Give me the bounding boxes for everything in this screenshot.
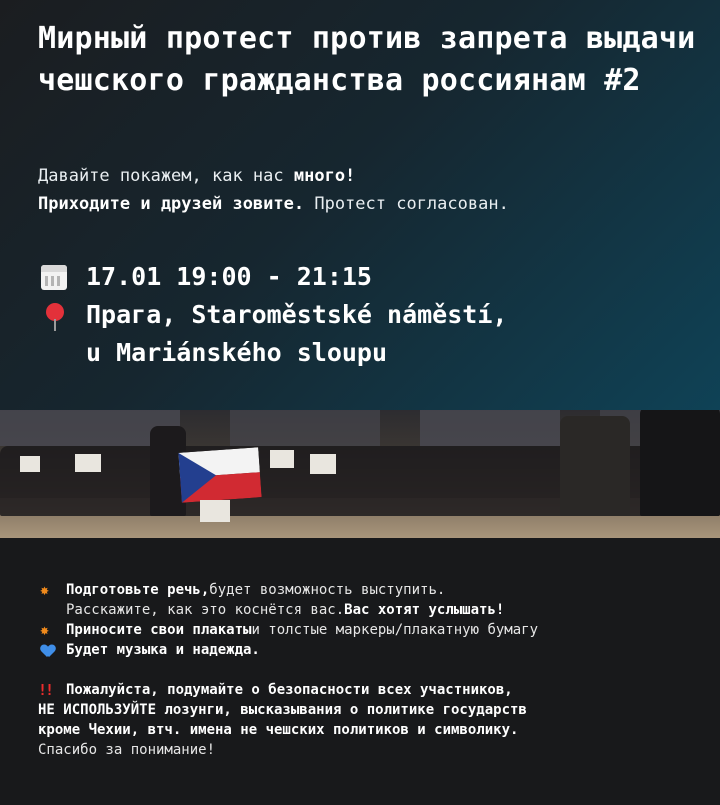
warning-line xyxy=(38,680,708,700)
czech-flag xyxy=(178,447,261,502)
pin-icon xyxy=(38,300,72,330)
event-datetime-row xyxy=(38,258,698,296)
heart-icon xyxy=(38,642,58,658)
event-location-line-2: u Mariánského sloupu xyxy=(86,338,388,367)
calendar-icon xyxy=(38,262,72,292)
note-bold: Подготовьте речь, xyxy=(66,582,210,598)
subtitle-line-2 xyxy=(38,190,708,218)
spark-icon: ✸ xyxy=(40,581,50,599)
note-bold: Будет музыка и надежда. xyxy=(66,642,260,658)
note-bold: Приносите свои плакаты xyxy=(66,622,252,638)
note-bold: Вас хотят услышать! xyxy=(344,602,505,618)
info-panel xyxy=(0,538,720,805)
warning-text: НЕ ИСПОЛЬЗУЙТЕ лозунги, высказывания о политике государств xyxy=(38,702,527,718)
note-text: и толстые маркеры/плакатную бумагу xyxy=(251,622,539,638)
note-text: Расскажите, как это коснётся вас. xyxy=(66,602,345,618)
subtitle-text: Давайте покажем, как нас xyxy=(38,166,294,186)
warning-text: кроме Чехии, втч. имена не чешских политиков и символику. xyxy=(38,722,519,738)
note-text: будет возможность выступить. xyxy=(209,582,446,598)
subtitle-emphasis: много! xyxy=(293,166,356,186)
thanks-text: Спасибо за понимание! xyxy=(38,742,216,758)
notes-list xyxy=(38,580,708,760)
event-details xyxy=(38,258,698,372)
event-location-line-1: Прага, Staroměstské náměstí, xyxy=(86,300,508,329)
protest-photo xyxy=(0,410,720,538)
exclamation-icon: !! xyxy=(38,681,53,699)
spark-icon: ✸ xyxy=(40,621,50,639)
warning-text: Пожалуйста, подумайте о безопасности всех участников, xyxy=(66,682,513,698)
poster-subtitle xyxy=(38,162,708,218)
warning-line xyxy=(38,700,708,720)
event-location-row xyxy=(38,296,698,334)
list-item xyxy=(38,640,708,660)
subtitle-emphasis: Приходите и друзей зовите. xyxy=(38,194,305,214)
warning-line xyxy=(38,720,708,740)
subtitle-text: Протест согласован. xyxy=(304,194,509,214)
subtitle-line-1 xyxy=(38,162,708,190)
poster-title: Мирный протест против запрета выдачи чешского гражданства россиянам #2 xyxy=(38,21,696,98)
list-item xyxy=(38,620,708,640)
list-item xyxy=(38,580,708,600)
event-datetime: 17.01 19:00 - 21:15 xyxy=(86,262,372,291)
list-item-continuation xyxy=(38,600,708,620)
